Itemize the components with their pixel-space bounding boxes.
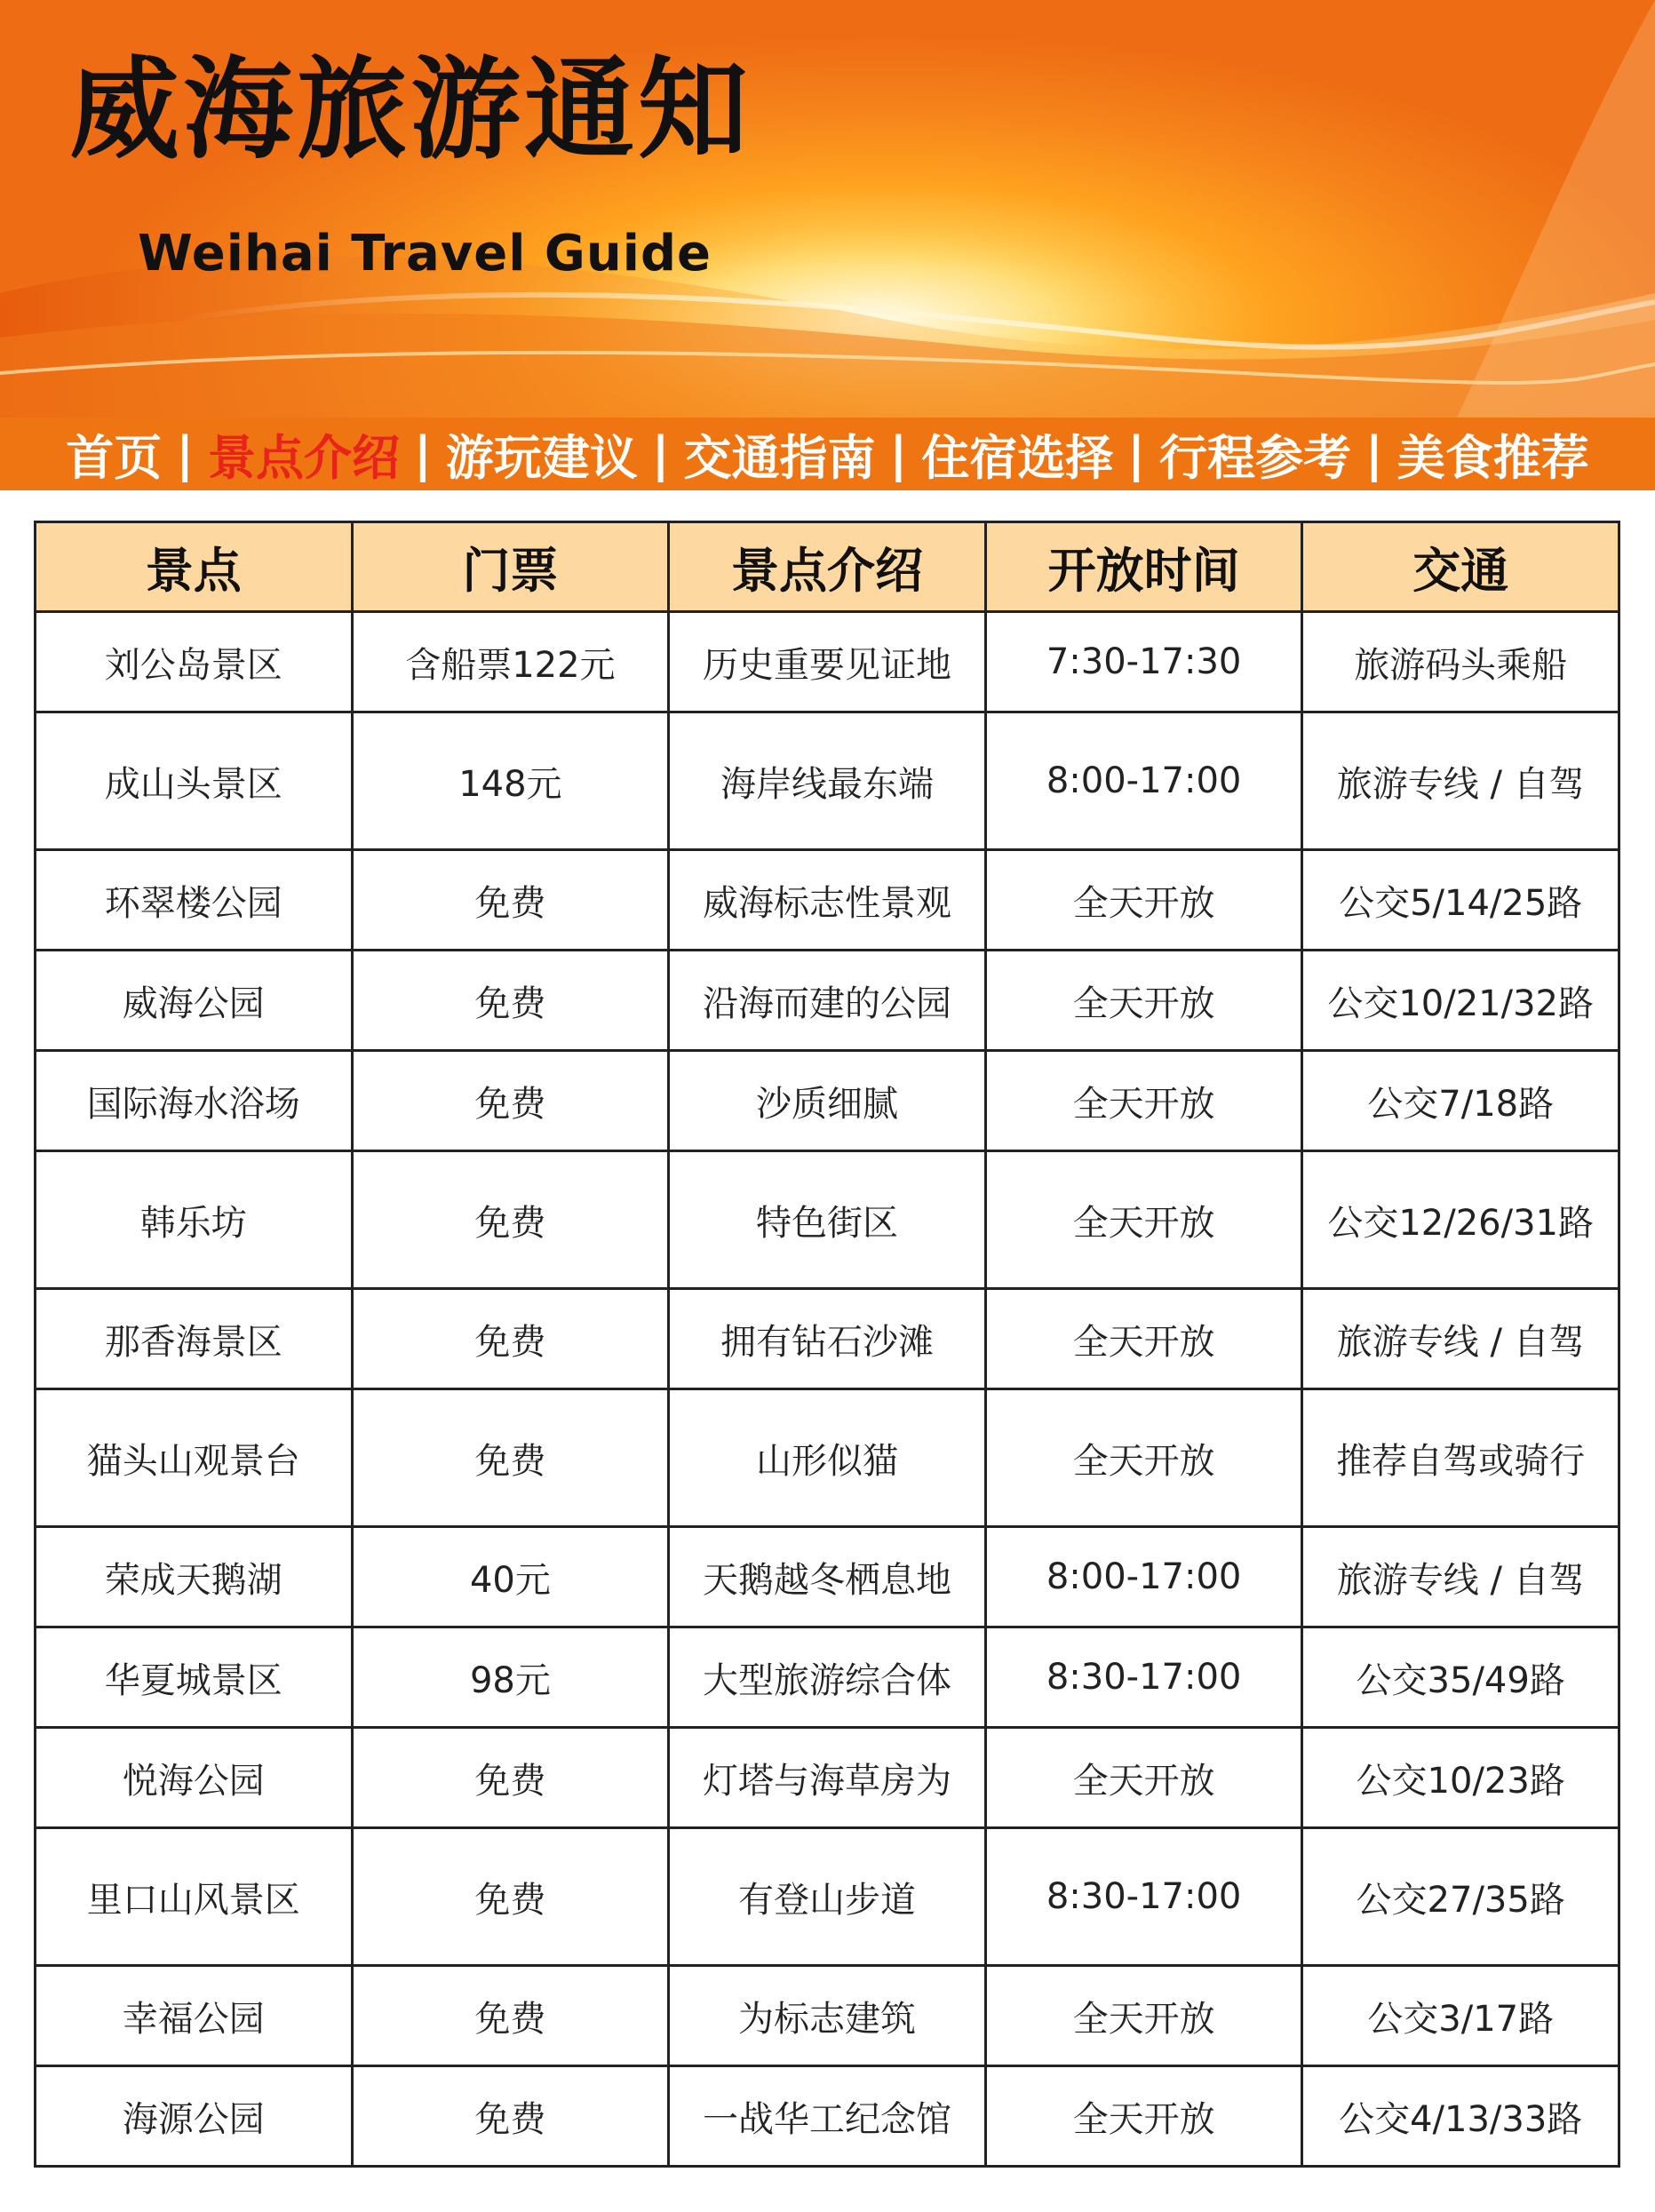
cell-hours: 全天开放: [985, 2066, 1302, 2167]
table-row: [36, 712, 1619, 850]
table-row: [36, 1728, 1619, 1828]
header-cell-ticket: 门票: [352, 522, 669, 612]
page-subtitle: Weihai Travel Guide: [138, 225, 712, 282]
cell-attraction: 国际海水浴场: [36, 1051, 353, 1151]
cell-intro: 一战华工纪念馆: [669, 2066, 986, 2167]
nav-item-food[interactable]: 美食推荐: [1396, 429, 1589, 486]
cell-ticket: 免费: [352, 1728, 669, 1828]
cell-attraction: 刘公岛景区: [36, 612, 353, 712]
cell-attraction: 华夏城景区: [36, 1627, 353, 1728]
cell-ticket: 免费: [352, 1389, 669, 1527]
cell-intro: 天鹅越冬栖息地: [669, 1527, 986, 1627]
table-row: [36, 1828, 1619, 1966]
table-row: [36, 2066, 1619, 2167]
cell-ticket: 免费: [352, 850, 669, 951]
cell-attraction: 成山头景区: [36, 712, 353, 850]
cell-hours: 8:00-17:00: [985, 1527, 1302, 1627]
cell-transport: 旅游专线 / 自驾: [1302, 712, 1619, 850]
nav-separator: |: [889, 426, 908, 482]
cell-attraction: 荣成天鹅湖: [36, 1527, 353, 1627]
cell-transport: 公交12/26/31路: [1302, 1151, 1619, 1289]
cell-attraction: 韩乐坊: [36, 1151, 353, 1289]
header-cell-transport: 交通: [1302, 522, 1619, 612]
cell-transport: 公交10/21/32路: [1302, 951, 1619, 1051]
cell-hours: 7:30-17:30: [985, 612, 1302, 712]
cell-attraction: 里口山风景区: [36, 1828, 353, 1966]
cell-hours: 8:00-17:00: [985, 712, 1302, 850]
table-header-row: [36, 522, 1619, 612]
table-row: [36, 1966, 1619, 2066]
attractions-table-container: [34, 521, 1620, 2168]
cell-attraction: 幸福公园: [36, 1966, 353, 2066]
cell-hours: 全天开放: [985, 850, 1302, 951]
cell-transport: 公交7/18路: [1302, 1051, 1619, 1151]
cell-ticket: 免费: [352, 2066, 669, 2167]
table-row: [36, 612, 1619, 712]
cell-transport: 公交3/17路: [1302, 1966, 1619, 2066]
cell-transport: 推荐自驾或骑行: [1302, 1389, 1619, 1527]
table-row: [36, 850, 1619, 951]
cell-intro: 拥有钻石沙滩: [669, 1289, 986, 1389]
cell-ticket: 98元: [352, 1627, 669, 1728]
nav-item-attractions[interactable]: 景点介绍: [208, 429, 401, 486]
cell-intro: 海岸线最东端: [669, 712, 986, 850]
cell-transport: 旅游码头乘船: [1302, 612, 1619, 712]
nav-separator: |: [651, 426, 670, 482]
page-title: 威海旅游通知: [69, 46, 752, 174]
header-cell-attraction: 景点: [36, 522, 353, 612]
cell-ticket: 148元: [352, 712, 669, 850]
nav-item-home[interactable]: 首页: [66, 429, 163, 486]
cell-intro: 沿海而建的公园: [669, 951, 986, 1051]
table-row: [36, 1627, 1619, 1728]
cell-ticket: 含船票122元: [352, 612, 669, 712]
cell-transport: 旅游专线 / 自驾: [1302, 1527, 1619, 1627]
cell-ticket: 40元: [352, 1527, 669, 1627]
cell-attraction: 海源公园: [36, 2066, 353, 2167]
table-row: [36, 1289, 1619, 1389]
cell-hours: 8:30-17:00: [985, 1828, 1302, 1966]
cell-hours: 全天开放: [985, 1966, 1302, 2066]
cell-ticket: 免费: [352, 1151, 669, 1289]
cell-attraction: 悦海公园: [36, 1728, 353, 1828]
cell-intro: 灯塔与海草房为: [669, 1728, 986, 1828]
cell-transport: 公交27/35路: [1302, 1828, 1619, 1966]
cell-hours: 全天开放: [985, 1728, 1302, 1828]
table-row: [36, 1527, 1619, 1627]
cell-intro: 大型旅游综合体: [669, 1627, 986, 1728]
cell-attraction: 威海公园: [36, 951, 353, 1051]
table-row: [36, 1151, 1619, 1289]
header-cell-intro: 景点介绍: [669, 522, 986, 612]
cell-ticket: 免费: [352, 1051, 669, 1151]
cell-ticket: 免费: [352, 1828, 669, 1966]
cell-transport: 旅游专线 / 自驾: [1302, 1289, 1619, 1389]
cell-ticket: 免费: [352, 951, 669, 1051]
cell-intro: 威海标志性景观: [669, 850, 986, 951]
cell-attraction: 环翠楼公园: [36, 850, 353, 951]
cell-intro: 为标志建筑: [669, 1966, 986, 2066]
cell-hours: 全天开放: [985, 1289, 1302, 1389]
cell-hours: 全天开放: [985, 951, 1302, 1051]
top-nav: [0, 418, 1655, 490]
table-row: [36, 1051, 1619, 1151]
nav-item-tips[interactable]: 游玩建议: [445, 429, 638, 486]
table-row: [36, 951, 1619, 1051]
cell-transport: 公交10/23路: [1302, 1728, 1619, 1828]
cell-hours: 全天开放: [985, 1389, 1302, 1527]
attractions-table: [34, 521, 1620, 2168]
table-row: [36, 1389, 1619, 1527]
nav-separator: |: [1127, 426, 1145, 482]
cell-transport: 公交5/14/25路: [1302, 850, 1619, 951]
nav-separator: |: [176, 426, 195, 482]
cell-attraction: 那香海景区: [36, 1289, 353, 1389]
cell-hours: 全天开放: [985, 1051, 1302, 1151]
cell-intro: 山形似猫: [669, 1389, 986, 1527]
cell-attraction: 猫头山观景台: [36, 1389, 353, 1527]
cell-intro: 特色街区: [669, 1151, 986, 1289]
cell-transport: 公交4/13/33路: [1302, 2066, 1619, 2167]
hero-banner: [0, 0, 1655, 418]
cell-ticket: 免费: [352, 1289, 669, 1389]
cell-transport: 公交35/49路: [1302, 1627, 1619, 1728]
nav-separator: |: [414, 426, 432, 482]
nav-separator: |: [1365, 426, 1383, 482]
cell-intro: 沙质细腻: [669, 1051, 986, 1151]
cell-intro: 有登山步道: [669, 1828, 986, 1966]
cell-ticket: 免费: [352, 1966, 669, 2066]
nav-item-lodging[interactable]: 住宿选择: [921, 429, 1114, 486]
cell-hours: 8:30-17:00: [985, 1627, 1302, 1728]
nav-item-itinerary[interactable]: 行程参考: [1158, 429, 1351, 486]
cell-intro: 历史重要见证地: [669, 612, 986, 712]
header-cell-hours: 开放时间: [985, 522, 1302, 612]
nav-item-transport[interactable]: 交通指南: [683, 429, 876, 486]
cell-hours: 全天开放: [985, 1151, 1302, 1289]
